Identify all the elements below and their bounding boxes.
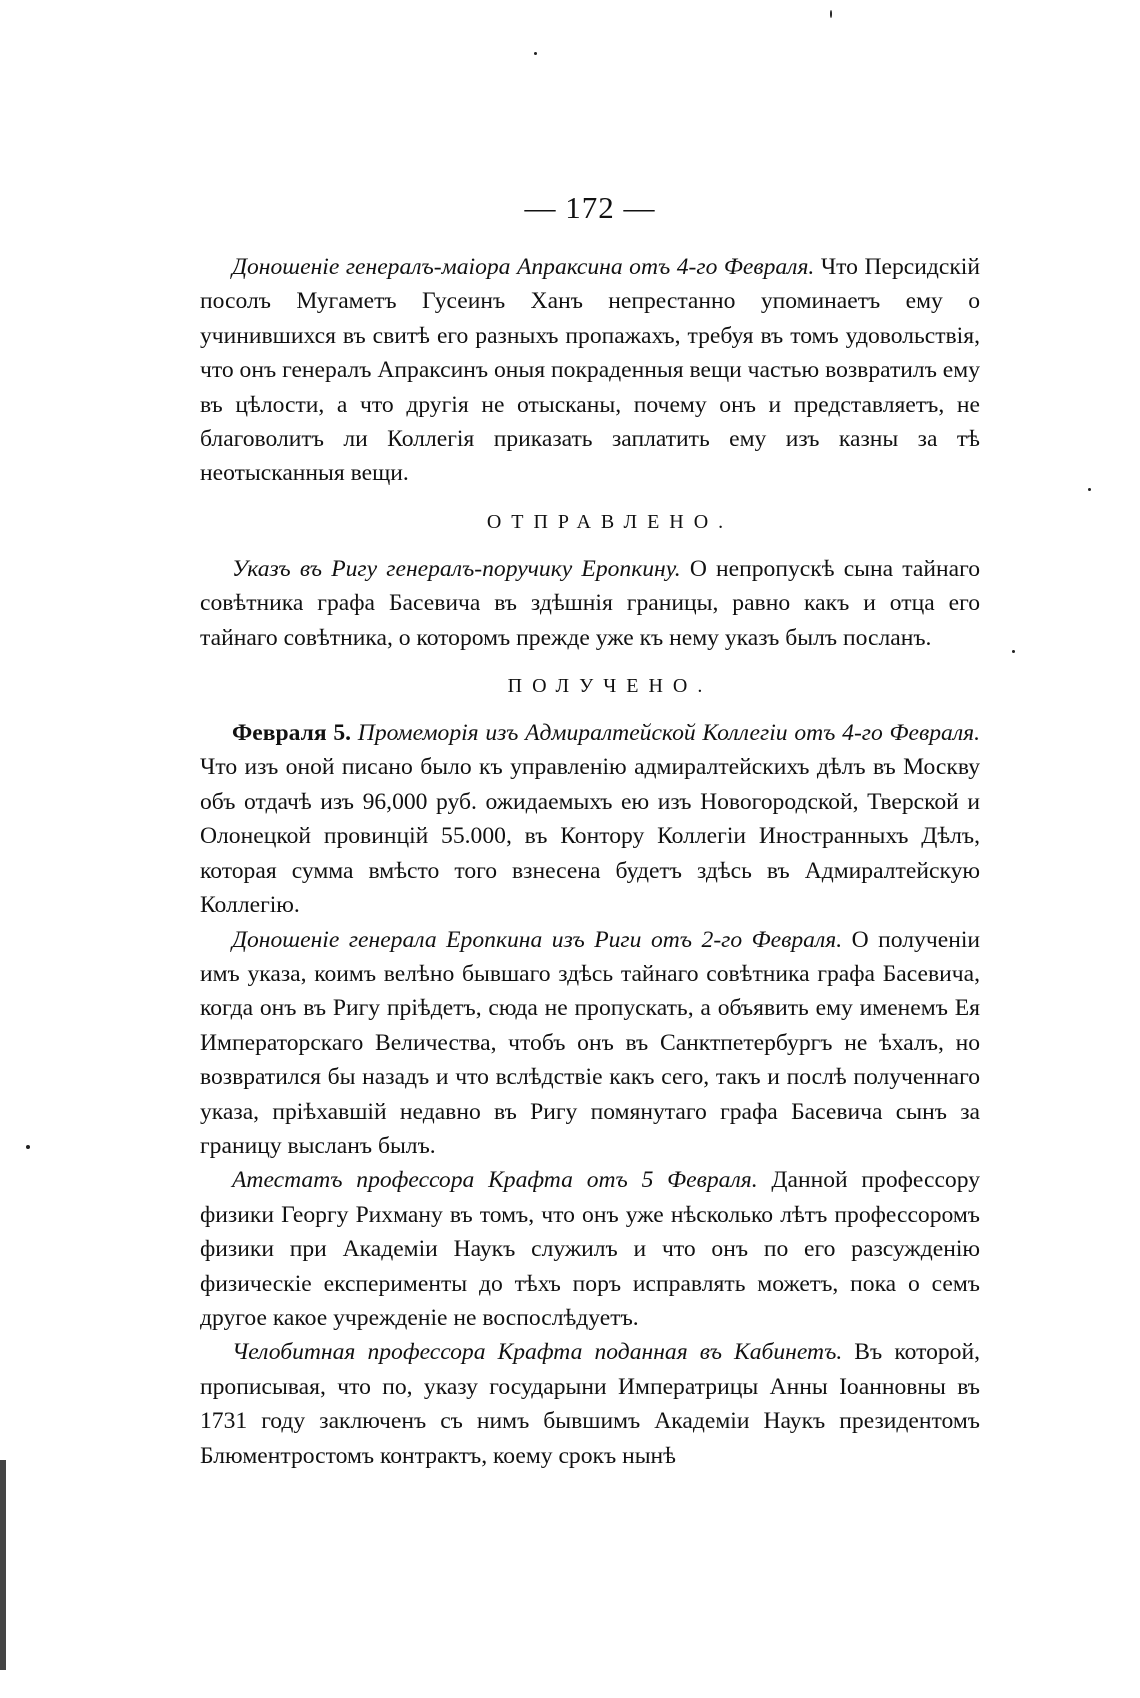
paragraph-heading: Промеморія изъ Адмиралтейской Коллегіи отъ 4-го Февраля.	[351, 720, 980, 747]
entry-date: Февраля 5.	[232, 720, 352, 747]
paragraph-heading: Указъ въ Ригу генералъ-поручику Еропкину.	[232, 555, 681, 582]
paragraph-text: Что изъ оной писано было къ управленію адмиралтейскихъ дѣлъ въ Москву объ отдачѣ изъ 96,000 руб. ожидаемыхъ ею изъ Новогородской, Тверской и Олонецкой провинцій 55.000, въ Контору Коллегіи Иностранныхъ Дѣлъ, которая сумма вмѣсто того взнесена будетъ здѣсь въ Адмиралтейскую Коллегію.	[200, 754, 980, 919]
paragraph-kraft-attestat	[200, 1163, 980, 1335]
paragraph-apraksin-report	[200, 250, 980, 491]
scan-speck	[1012, 650, 1015, 653]
scan-speck	[534, 52, 537, 55]
paragraph-text: Въ которой, прописывая, что по, указу государыни Императрицы Анны Іоанновны въ 1731 году заключенъ съ нимъ бывшимъ Академіи Наукъ президентомъ Блюментростомъ контрактъ, коему срокъ нынѣ	[200, 1339, 980, 1469]
scan-speck	[26, 1145, 30, 1149]
paragraph-heading: Доношеніе генерала Еропкина изъ Риги отъ 2-го Февраля.	[232, 926, 843, 953]
paragraph-heading: Атестатъ профессора Крафта отъ 5 Февраля.	[232, 1167, 758, 1194]
paragraph-heading: Челобитная профессора Крафта поданная въ Кабинетъ.	[232, 1339, 843, 1366]
paragraph-ukaz-riga	[200, 552, 980, 655]
paragraph-text: О полученіи имъ указа, коимъ велѣно бывшаго здѣсь тайнаго совѣтника графа Басевича, когда онъ въ Ригу пріѣдетъ, сюда не пропускать, а объявить ему именемъ Ея Императорскаго Величества, чтобъ онъ въ Санктпетербургъ не ѣхалъ, но возвратился бы назадъ и что вслѣдствіе какъ сего, такъ и послѣ полученнаго указа, пріѣхавшій недавно въ Ригу помянутаго графа Басевича сынъ за границу высланъ былъ.	[200, 926, 980, 1159]
scan-edge-shadow	[0, 1460, 6, 1670]
paragraph-text: О непропускѣ сына тайнаго совѣтника графа Басевича въ здѣшнія границы, равно какъ и отца его тайнаго совѣтника, о которомъ прежде уже къ нему указъ былъ посланъ.	[200, 555, 980, 651]
paragraph-kraft-petition	[200, 1335, 980, 1473]
paragraph-admiralty-memo	[200, 716, 980, 922]
page-content	[200, 190, 980, 1473]
section-heading-sent: ОТПРАВЛЕНО.	[486, 510, 734, 533]
paragraph-heading: Доношеніе генералъ-маіора Апраксина отъ 4-го Февраля.	[232, 254, 815, 280]
section-heading-received: ПОЛУЧЕНО.	[507, 675, 713, 698]
scan-speck	[1088, 488, 1091, 491]
paragraph-text: Данной профессору физики Георгу Рихману въ томъ, что онъ уже нѣсколько лѣтъ профессоромъ физики при Академіи Наукъ служилъ и что онъ по его разсужденію физическіе експерименты до тѣхъ поръ исправлять можетъ, пока о семъ другое какое учрежденіе не воспослѣдуетъ.	[200, 1167, 980, 1331]
paragraph-eropkin-report	[200, 923, 980, 1164]
page-number: — 172 —	[524, 190, 656, 225]
scan-speck	[830, 10, 832, 18]
paragraph-text: Что Персидскій посолъ Мугаметъ Гусеинъ Ханъ непрестанно упоминаетъ ему о учинившихся въ свитѣ его разныхъ пропажахъ, требуя въ томъ удовольствія, что онъ генералъ Апраксинъ оныя покраденныя вещи частью возвратилъ ему въ цѣлости, а что другія не отысканы, почему онъ и представляетъ, не благоволитъ ли Коллегія приказать заплатить ему изъ казны за тѣ неотысканныя вещи.	[200, 254, 980, 487]
